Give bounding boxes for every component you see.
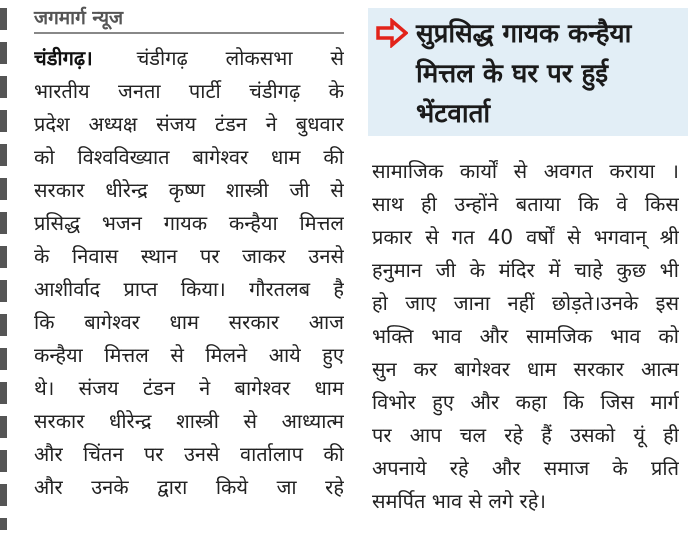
article-line: सरकार धीरेन्द्र शास्त्री से आध्यात्म (34, 409, 344, 433)
article-line: प्रसिद्ध भजन गायक कन्हैया मित्तल (34, 211, 344, 235)
headline-line: मित्तल के घर पर हुई (416, 59, 609, 89)
article-line: सुन कर बागेश्वर धाम सरकार आत्म (372, 357, 679, 381)
article-line: हो जाए जाना नहीं छोड़ते।उनके इस (372, 291, 679, 315)
article-line: अपनाये रहे और समाज के प्रति (372, 456, 679, 480)
article-line: और उनके द्वारा किये जा रहे (34, 475, 344, 499)
article-line: के निवास स्थान पर जाकर उनसे (34, 244, 344, 268)
article-line: साथ ही उन्होंने बताया कि वे किस (372, 192, 679, 216)
article-line: पर आप चल रहे हैं उसको यूं ही (372, 423, 679, 447)
page-edge-bar (0, 8, 7, 530)
article-column-1 (34, 42, 344, 504)
article-line: सामाजिक कार्यों से अवगत कराया । (372, 159, 679, 183)
article-line: और चिंतन पर उनसे वार्तालाप की (34, 442, 344, 466)
article-line: थे। संजय टंडन ने बागेश्वर धाम (34, 376, 344, 400)
article-line: भारतीय जनता पार्टी चंडीगढ़ के (34, 79, 344, 103)
headline-box (368, 8, 688, 136)
article-line: विभोर हुए और कहा कि जिस मार्ग (372, 390, 679, 414)
headline (416, 14, 684, 134)
article-column-2 (372, 155, 679, 518)
dateline: जगमार्ग न्यूज (34, 6, 344, 34)
arrow-right-icon (376, 18, 408, 48)
headline-line: भेंटवार्ता (416, 99, 491, 129)
article-line: सरकार धीरेन्द्र कृष्ण शास्त्री जी से (34, 178, 344, 202)
article-line: आशीर्वाद प्राप्त किया। गौरतलब है (34, 277, 344, 301)
article-line: प्रकार से गत 40 वर्षों से भगवान् श्री (372, 225, 679, 249)
article-line: भक्ति भाव और सामजिक भाव को (372, 324, 679, 348)
dateline-city: चंडीगढ़। (34, 46, 93, 70)
article-line: हनुमान जी के मंदिर में चाहे कुछ भी (372, 258, 679, 282)
headline-line: सुप्रसिद्ध गायक कन्हैया (416, 19, 632, 49)
article-line: चंडीगढ़। चंडीगढ़ लोकसभा से (34, 42, 344, 75)
article-line: प्रदेश अध्यक्ष संजय टंडन ने बुधवार (34, 112, 344, 136)
article-line: समर्पित भाव से लगे रहे। (372, 489, 546, 513)
article-line: को विश्वविख्यात बागेश्वर धाम की (34, 145, 344, 169)
article-line: कन्हैया मित्तल से मिलने आये हुए (34, 343, 344, 367)
article-line: कि बागेश्वर धाम सरकार आज (34, 310, 344, 334)
